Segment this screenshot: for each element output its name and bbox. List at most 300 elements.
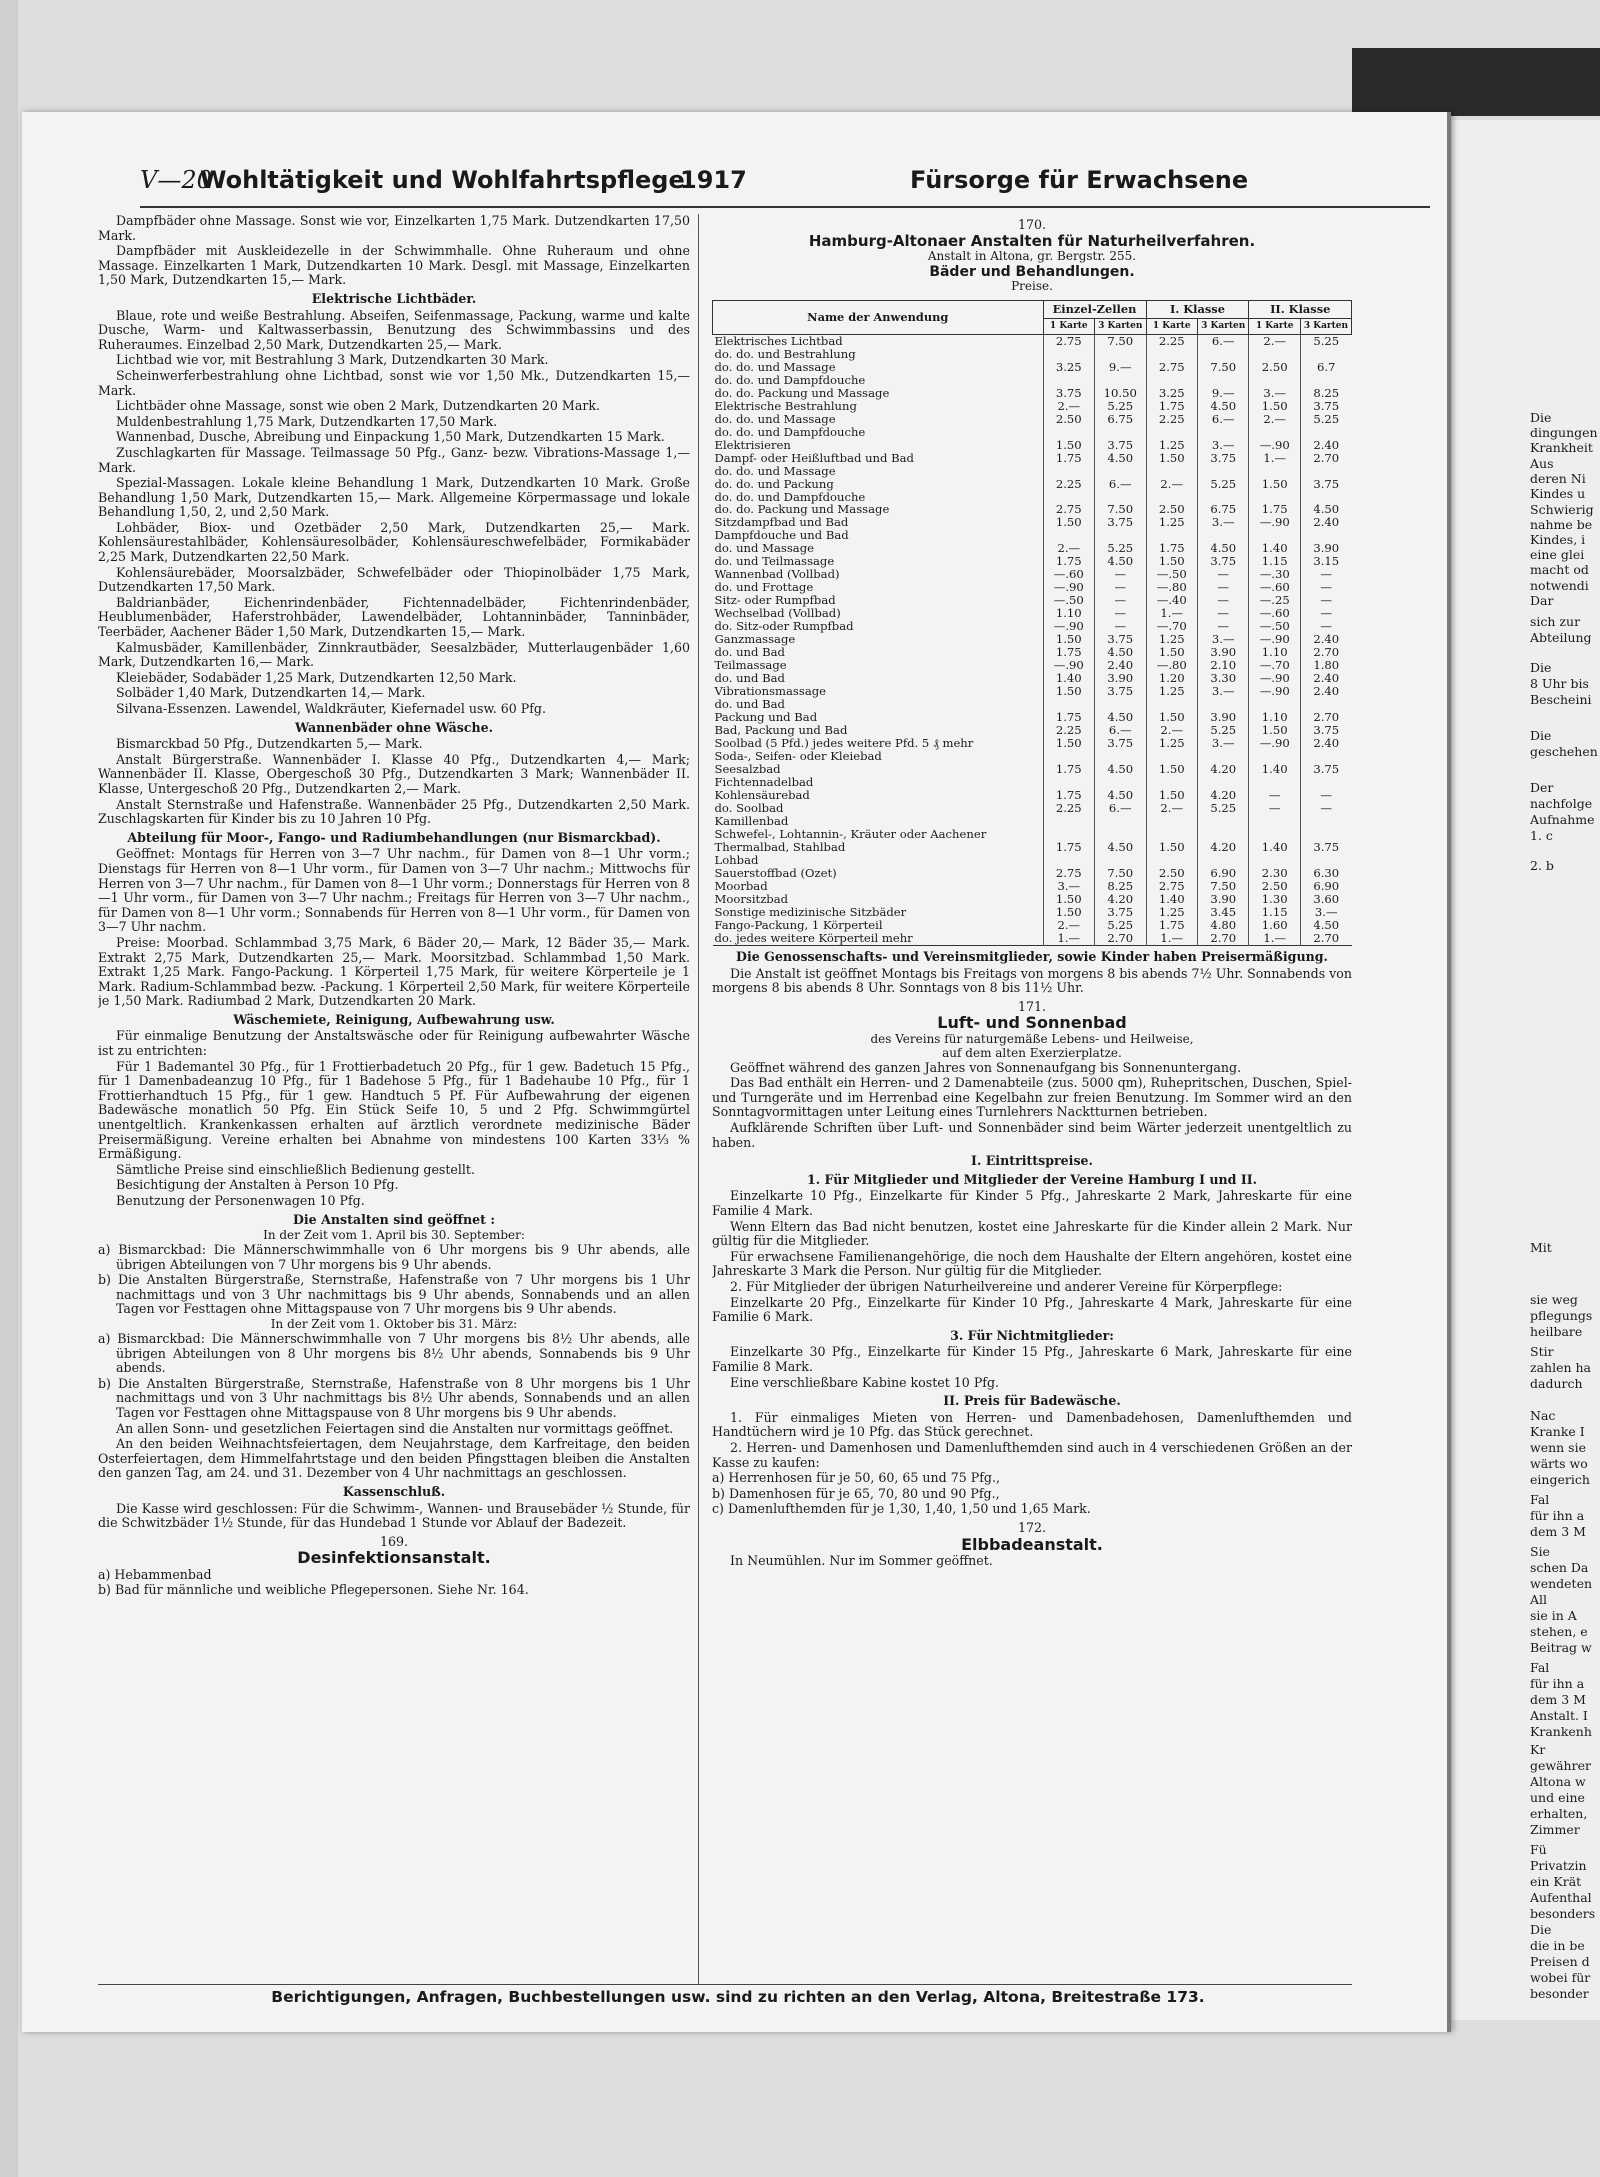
- column-divider: [698, 214, 699, 1984]
- paragraph: An allen Sonn- und gesetzlichen Feiertagen sind die Anstalten nur vormittags geöffnet.: [116, 1420, 674, 1436]
- table-cell-price: 2.50: [1249, 361, 1300, 374]
- table-cell-price: [1197, 348, 1248, 361]
- table-cell-price: [1249, 348, 1300, 361]
- table-cell-name: Vibrationsmassage: [714, 684, 827, 699]
- table-cell-price: 4.50: [1095, 555, 1146, 568]
- table-cell-name: do. do. und Packung: [714, 476, 834, 491]
- table-cell-price: —.60: [1043, 568, 1094, 581]
- table-cell-price: 2.—: [1146, 478, 1197, 491]
- table-cell-price: —.90: [1043, 620, 1094, 633]
- table-cell-price: [1146, 374, 1197, 387]
- table-row: [713, 646, 1352, 659]
- table-cell-name: Packung und Bad: [714, 710, 818, 725]
- adjacent-page-text: sie weg: [1530, 1292, 1578, 1307]
- table-cell-price: [1300, 465, 1351, 478]
- table-cell-price: 10.50: [1095, 387, 1146, 400]
- list-item: a) Bismarckbad: Die Männerschwimmhalle von 7 Uhr morgens bis 8½ Uhr abends, alle übrigen Abteilungen von 8 Uhr morgens bis 8½ Uhr abends, Sonnabends bis 9 Uhr abends.: [98, 1330, 690, 1376]
- paragraph: Zuschlagkarten für Massage. Teilmassage 50 Pfg., Ganz- bezw. Vibrations-Massage 1,— Mark.: [98, 444, 690, 475]
- table-cell-price: 1.25: [1146, 685, 1197, 698]
- table-cell-price: [1095, 426, 1146, 439]
- table-cell-price: —: [1249, 802, 1300, 815]
- adjacent-page-text: Kindes u: [1530, 486, 1586, 501]
- adjacent-page-text: wobei für: [1530, 1970, 1591, 1985]
- table-cell-price: [1146, 426, 1197, 439]
- table-cell-price: 1.50: [1249, 478, 1300, 491]
- entry-title: Elbbadeanstalt.: [961, 1534, 1103, 1554]
- table-cell-price: 1.75: [1146, 400, 1197, 413]
- adjacent-page-text: 8 Uhr bis: [1530, 676, 1589, 691]
- table-cell-price: 1.50: [1043, 685, 1094, 698]
- table-row: [713, 828, 1352, 854]
- adjacent-page-text: eine glei: [1530, 547, 1585, 562]
- table-header-group: II. Klasse: [1249, 301, 1352, 319]
- table-cell-price: 2.25: [1043, 478, 1094, 491]
- table-cell-price: 3.60: [1300, 893, 1351, 906]
- paragraph: Wannenbad, Dusche, Abreibung und Einpackung 1,50 Mark, Dutzendkarten 15 Mark.: [116, 429, 665, 445]
- table-cell-price: 1.40: [1249, 828, 1300, 854]
- adjacent-page-text: Dar: [1530, 593, 1554, 608]
- adjacent-page-text: erhalten,: [1530, 1806, 1588, 1821]
- table-cell-price: [1249, 465, 1300, 478]
- entry-title: Desinfektionsanstalt.: [297, 1548, 491, 1568]
- table-cell-price: [1095, 374, 1146, 387]
- table-cell-name: Dampf- oder Heißluftbad und Bad: [714, 450, 914, 465]
- table-cell-price: 5.25: [1095, 400, 1146, 413]
- table-cell-price: 2.50: [1146, 503, 1197, 516]
- table-cell-name: do. und Bad: [714, 697, 785, 712]
- header-rule: [140, 206, 1430, 208]
- table-cell-name: Wannenbad (Vollbad): [714, 567, 840, 582]
- table-cell-price: 1.—: [1249, 932, 1300, 945]
- table-cell-price: —: [1300, 802, 1351, 815]
- table-cell-price: 1.50: [1146, 555, 1197, 568]
- table-cell-price: 2.75: [1043, 503, 1094, 516]
- table-cell-price: 1.75: [1043, 555, 1094, 568]
- table-cell-price: 8.25: [1095, 880, 1146, 893]
- table-cell-price: 2.70: [1300, 646, 1351, 659]
- table-cell-price: 4.20: [1197, 789, 1248, 802]
- table-cell-name: do. und Bad: [714, 645, 785, 660]
- table-cell-name: do. und Bad: [714, 671, 785, 686]
- table-cell-price: 2.40: [1300, 439, 1351, 452]
- table-cell-name: Ganzmassage: [714, 632, 796, 647]
- adjacent-page-text: Fal: [1530, 1660, 1550, 1675]
- table-cell-price: 1.40: [1043, 672, 1094, 685]
- table-cell-name: do. do. und Massage: [714, 411, 836, 426]
- adjacent-page-text: sie in A: [1530, 1608, 1577, 1623]
- table-row: [713, 426, 1352, 439]
- adjacent-page-text: Kr: [1530, 1742, 1546, 1757]
- table-cell-price: —.80: [1146, 581, 1197, 594]
- adjacent-page-text: Stir: [1530, 1344, 1554, 1359]
- entry-number: 172.: [1017, 1519, 1047, 1535]
- table-subheader: 1 Karte: [1146, 319, 1197, 334]
- table-cell-price: [1300, 348, 1351, 361]
- page-number: V—20: [140, 166, 212, 194]
- adjacent-page-text: deren Ni: [1530, 471, 1586, 486]
- table-cell-price: —: [1197, 594, 1248, 607]
- left-column: [98, 214, 690, 1984]
- table-row: [713, 867, 1352, 880]
- table-cell-price: 8.25: [1300, 387, 1351, 400]
- table-cell-price: 1.20: [1146, 672, 1197, 685]
- adjacent-page-text: macht od: [1530, 562, 1589, 577]
- table-cell-price: —.90: [1249, 672, 1300, 685]
- section-heading: Abteilung für Moor-, Fango- und Radiumbehandlungen (nur Bismarckbad).: [127, 829, 661, 845]
- table-cell-price: 3.—: [1300, 906, 1351, 919]
- entry-subtitle: auf dem alten Exerzierplatze.: [942, 1045, 1122, 1060]
- table-cell-price: 5.25: [1300, 334, 1351, 347]
- table-subheader: 3 Karten: [1197, 319, 1248, 334]
- table-cell-name: Moorsitzbad: [714, 892, 789, 907]
- paragraph: Bismarckbad 50 Pfg., Dutzendkarten 5,— Mark.: [116, 736, 423, 752]
- right-column: [712, 214, 1352, 1984]
- table-cell-price: —.70: [1146, 620, 1197, 633]
- table-cell-price: —: [1197, 581, 1248, 594]
- adjacent-page-text: wenn sie: [1530, 1440, 1586, 1455]
- table-cell-price: 3.75: [1300, 400, 1351, 413]
- table-cell-price: 1.25: [1146, 906, 1197, 919]
- table-cell-price: 2.—: [1249, 334, 1300, 347]
- list-item: c) Damenlufthemden für je 1,30, 1,40, 1,50 und 1,65 Mark.: [712, 1501, 1091, 1517]
- scan-margin: [0, 0, 18, 2177]
- table-cell-price: —: [1300, 568, 1351, 581]
- section-heading: Wannenbäder ohne Wäsche.: [294, 719, 494, 735]
- table-cell-price: 3.45: [1197, 906, 1248, 919]
- table-cell-price: 1.75: [1146, 919, 1197, 932]
- table-cell-price: 5.25: [1197, 478, 1248, 491]
- table-cell-price: 6.7: [1300, 361, 1351, 374]
- table-cell-price: 2.70: [1300, 711, 1351, 724]
- table-row: [713, 439, 1352, 452]
- table-cell-price: 1.75: [1043, 711, 1094, 724]
- table-cell-name: Fango-Packung, 1 Körperteil: [714, 917, 883, 932]
- paragraph: Kleiebäder, Sodabäder 1,25 Mark, Dutzendkarten 12,50 Mark.: [116, 669, 517, 685]
- adjacent-page-text: die in be: [1530, 1938, 1585, 1953]
- table-cell-price: 1.—: [1146, 607, 1197, 620]
- table-cell-price: 3.—: [1197, 633, 1248, 646]
- paragraph: 1. Für einmaliges Mieten von Herren- und Damenbadehosen, Damenlufthemden und Handtüchern wird je 10 Pfg. das Stück gerechnet.: [712, 1409, 1352, 1440]
- table-cell-price: 3.90: [1300, 542, 1351, 555]
- table-cell-price: 1.40: [1249, 542, 1300, 555]
- price-table-body: [713, 334, 1352, 945]
- adjacent-page-text: Schwierig: [1530, 502, 1594, 517]
- table-cell-price: 9.—: [1095, 361, 1146, 374]
- adjacent-page-text: für ihn a: [1530, 1508, 1585, 1523]
- adjacent-page-text: schen Da: [1530, 1560, 1589, 1575]
- table-cell-price: 4.20: [1095, 893, 1146, 906]
- adjacent-page-text: notwendi: [1530, 578, 1589, 593]
- paragraph: Die Kasse wird geschlossen: Für die Schwimm-, Wannen- und Brausebäder ½ Stunde, für die Schwitzbäder 1½ Stunde, für das Hundebad 1 Stunde vor Ablauf der Badezeit.: [98, 1500, 690, 1531]
- adjacent-page-text: Fal: [1530, 1492, 1550, 1507]
- table-cell-price: 4.80: [1197, 919, 1248, 932]
- table-cell-price: 7.50: [1197, 880, 1248, 893]
- table-cell-price: [1300, 374, 1351, 387]
- section-heading: Wäschemiete, Reinigung, Aufbewahrung usw.: [233, 1011, 555, 1027]
- entry-title: Luft- und Sonnenbad: [937, 1013, 1127, 1033]
- table-cell-name: Sitz- oder Rumpfbad: [714, 593, 836, 608]
- table-cell-price: —.90: [1249, 737, 1300, 750]
- table-cell-price: 1.50: [1043, 439, 1094, 452]
- list-item: b) Die Anstalten Bürgerstraße, Sternstraße, Hafenstraße von 8 Uhr morgens bis 1 Uhr nachmittags und von 3 Uhr nachmittags bis 8½ Uhr abends, Sonnabends und an allen Tagen vor Festtagen ohne Mittagspause von 8 Uhr morgens bis 9 Uhr abends.: [98, 1375, 690, 1420]
- table-header-name: Name der Anwendung: [713, 301, 1044, 335]
- section-heading: I. Eintrittspreise.: [971, 1153, 1093, 1169]
- table-cell-price: —: [1300, 581, 1351, 594]
- table-cell-price: —.60: [1249, 607, 1300, 620]
- adjacent-page-text: Aufnahme: [1530, 812, 1595, 827]
- table-cell-price: —.80: [1146, 659, 1197, 672]
- text-line: b) Bad für männliche und weibliche Pflegepersonen. Siehe Nr. 164.: [98, 1582, 529, 1598]
- table-cell-price: [1249, 374, 1300, 387]
- table-cell-price: 1.50: [1146, 789, 1197, 802]
- table-cell-price: 1.75: [1043, 789, 1094, 802]
- adjacent-page-text: zahlen ha: [1530, 1360, 1592, 1375]
- table-cell-price: 1.—: [1249, 452, 1300, 465]
- table-cell-name: do. do. Packung und Massage: [714, 502, 890, 517]
- table-cell-price: 5.25: [1197, 802, 1248, 815]
- adjacent-page-text: dem 3 M: [1530, 1692, 1586, 1707]
- table-row: [713, 685, 1352, 698]
- table-cell-name: Lohbad: [714, 853, 759, 868]
- table-cell-name: do. jedes weitere Körperteil mehr: [714, 930, 913, 945]
- adjacent-page-text: wärts wo: [1530, 1456, 1588, 1471]
- table-row: [713, 620, 1352, 633]
- table-cell-price: 2.40: [1095, 659, 1146, 672]
- table-cell-price: 1.50: [1146, 828, 1197, 854]
- table-cell-price: [1043, 374, 1094, 387]
- table-cell-price: 3.75: [1095, 516, 1146, 529]
- table-cell-price: 1.50: [1249, 724, 1300, 737]
- table-cell-price: 1.75: [1043, 763, 1094, 776]
- table-cell-name: Soda-, Seifen- oder Kleiebad: [714, 749, 882, 764]
- adjacent-page-text: besonder: [1530, 1986, 1589, 2001]
- list-item: b) Damenhosen für je 65, 70, 80 und 90 Pfg.,: [712, 1485, 1000, 1501]
- paragraph: Lohbäder, Biox- und Ozetbäder 2,50 Mark, Dutzendkarten 25,— Mark. Kohlensäurestahlbäder, Kohlensäuresolbäder, Kohlensäureschwefelbäder, Formikabäder 2,25 Mark, Dutzendkarten 22,50 Mark.: [98, 519, 690, 565]
- paragraph: Kohlensäurebäder, Moorsalzbäder, Schwefelbäder oder Thiopinolbäder 1,75 Mark, Dutzendkarten 17,50 Mark.: [98, 564, 690, 595]
- adjacent-page-text: heilbare: [1530, 1324, 1583, 1339]
- paragraph: Solbäder 1,40 Mark, Dutzendkarten 14,— Mark.: [116, 685, 426, 701]
- adjacent-page-text: sich zur: [1530, 614, 1581, 629]
- table-cell-price: 2.50: [1043, 413, 1094, 426]
- adjacent-page-text: Kranke I: [1530, 1424, 1585, 1439]
- table-cell-price: 2.40: [1300, 672, 1351, 685]
- table-cell-price: 1.50: [1043, 633, 1094, 646]
- table-cell-price: 3.75: [1095, 737, 1146, 750]
- table-row: [713, 387, 1352, 400]
- adjacent-page-text: Bescheini: [1530, 692, 1592, 707]
- table-cell-price: 4.50: [1300, 919, 1351, 932]
- table-cell-price: —: [1095, 581, 1146, 594]
- table-cell-price: 1.25: [1146, 737, 1197, 750]
- adjacent-page-text: und eine: [1530, 1790, 1585, 1805]
- table-cell-price: 2.25: [1146, 413, 1197, 426]
- table-row: [713, 452, 1352, 465]
- table-cell-price: 2.75: [1146, 361, 1197, 374]
- table-cell-price: 7.50: [1197, 361, 1248, 374]
- scan-dark-corner: [1352, 48, 1600, 116]
- table-cell-name: do. und Massage: [714, 541, 814, 556]
- table-cell-price: 1.25: [1146, 633, 1197, 646]
- table-cell-price: 7.50: [1095, 503, 1146, 516]
- paragraph: Für 1 Bademantel 30 Pfg., für 1 Frottierbadetuch 20 Pfg., für 1 gew. Badetuch 15 Pfg., für 1 Damenbadeanzug 10 Pfg., für 1 Badehose 5 Pfg., für 1 Badehaube 10 Pfg., für 1 Frottierhandtuch 15 Pfg., für 1 gew. Handtuch 5 Pf. Für Aufbewahrung der eigenen Badewäsche monatlich 50 Pfg. Ein Stück Seife 10, 5 und 2 Pfg. Schwimmgürtel unentgeltlich. Krankenkassen erhalten auf ärztlich verordnete medizinische Bäder Preisermäßigung. Vereine erhalten bei Abnahme von mindestens 100 Karten 33⅓ % Ermäßigung.: [98, 1058, 690, 1162]
- table-header-group: Einzel-Zellen: [1043, 301, 1146, 319]
- adjacent-page-text: geschehen: [1530, 744, 1598, 759]
- paragraph: Geöffnet: Montags für Herren von 3—7 Uhr nachm., für Damen von 8—1 Uhr vorm.; Dienstags für Herren von 8—1 Uhr vorm., für Damen von 3—7 Uhr nachm.; Mittwochs für Herren von 3—7 Uhr nachm., für Damen von 8—1 Uhr vorm.; Donnerstags für Herren von 8—1 Uhr vorm., für Damen von 3—7 Uhr nachm.; Freitags für Herren von 3—7 Uhr nachm., für Damen von 8—1 Uhr vorm.; Sonnabends für Herren von 8—1 Uhr vorm., für Damen von 3—7 Uhr nachm.: [98, 846, 690, 935]
- table-cell-price: 4.50: [1095, 711, 1146, 724]
- table-cell-price: 2.75: [1043, 334, 1094, 347]
- table-cell-price: 2.70: [1300, 932, 1351, 945]
- adjacent-page-text: Aufenthal: [1530, 1890, 1592, 1905]
- table-cell-name: do. do. und Dampfdouche: [714, 372, 866, 387]
- adjacent-page-text: Beitrag w: [1530, 1640, 1592, 1655]
- table-cell-price: 3.—: [1249, 387, 1300, 400]
- table-cell-price: [1146, 465, 1197, 478]
- footer-rule: [98, 1984, 1352, 1985]
- table-cell-price: —.60: [1249, 581, 1300, 594]
- table-cell-price: —: [1300, 594, 1351, 607]
- table-cell-price: 2.40: [1300, 516, 1351, 529]
- page-footer: Berichtigungen, Anfragen, Buchbestellungen usw. sind zu richten an den Verlag, Altona, Breitestraße 173.: [271, 1988, 1205, 2006]
- table-cell-price: —: [1300, 789, 1351, 802]
- table-cell-price: 4.50: [1197, 400, 1248, 413]
- section-heading: Kassenschluß.: [342, 1483, 446, 1499]
- table-cell-name: Sonstige medizinische Sitzbäder: [714, 905, 907, 919]
- header-year: 1917: [680, 166, 747, 194]
- table-cell-price: 1.50: [1146, 763, 1197, 776]
- table-cell-price: [1043, 465, 1094, 478]
- paragraph: Kalmusbäder, Kamillenbäder, Zinnkrautbäder, Seesalzbäder, Mutterlaugenbäder 1,60 Mark, Dutzendkarten 16,— Mark.: [98, 639, 690, 670]
- table-cell-price: 6.75: [1095, 413, 1146, 426]
- table-cell-price: 6.30: [1300, 867, 1351, 880]
- adjacent-page-text: nachfolge: [1530, 796, 1593, 811]
- table-cell-name: do. do. Packung und Massage: [714, 385, 890, 400]
- table-cell-price: [1197, 374, 1248, 387]
- table-cell-price: 5.25: [1095, 919, 1146, 932]
- table-row: [713, 659, 1352, 672]
- entry-subtitle: des Vereins für naturgemäße Lebens- und Heilweise,: [870, 1031, 1194, 1046]
- table-cell-price: 1.25: [1146, 516, 1197, 529]
- table-cell-price: 6.90: [1197, 867, 1248, 880]
- table-cell-price: 3.75: [1300, 763, 1351, 776]
- table-cell-price: 2.70: [1197, 932, 1248, 945]
- table-cell-name: do. do. und Dampfdouche: [714, 424, 866, 439]
- table-subheader: 3 Karten: [1300, 319, 1351, 334]
- paragraph: Einzelkarte 30 Pfg., Einzelkarte für Kinder 15 Pfg., Jahreskarte 6 Mark, Jahreskarte für eine Familie 8 Mark.: [712, 1344, 1352, 1374]
- adjacent-page-text: dem 3 M: [1530, 1524, 1586, 1539]
- table-cell-price: 1.40: [1249, 763, 1300, 776]
- table-cell-price: 2.—: [1043, 400, 1094, 413]
- table-cell-price: 2.10: [1197, 659, 1248, 672]
- table-row: [713, 750, 1352, 763]
- table-cell-price: 2.40: [1300, 633, 1351, 646]
- paragraph: Baldrianbäder, Eichenrindenbäder, Fichtennadelbäder, Fichtenrindenbäder, Heublumenbäder, Haferstrohbäder, Lawendelbäder, Lohtanninbäder, Tanninbäder, Teerbäder, Aachener Bäder 1,50 Mark, Dutzendkarten 15,— Mark.: [98, 594, 690, 640]
- table-row: [713, 348, 1352, 361]
- table-cell-name: Kamillenbad: [714, 814, 789, 829]
- table-cell-name: do. und Frottage: [714, 580, 814, 595]
- text-line: a) Hebammenbad: [98, 1566, 212, 1582]
- section-heading: 3. Für Nichtmitglieder:: [950, 1327, 1114, 1343]
- table-cell-price: 4.20: [1197, 763, 1248, 776]
- paragraph: Für erwachsene Familienangehörige, die noch dem Haushalte der Eltern angehören, kostet eine Jahreskarte 3 Mark die Person. Nur gültig für die Mitglieder.: [712, 1248, 1352, 1279]
- table-cell-price: —: [1197, 568, 1248, 581]
- paragraph: Dampfbäder mit Auskleidezelle in der Schwimmhalle. Ohne Ruheraum und ohne Massage. Einzelkarten 1 Mark, Dutzendkarten 10 Mark. Desgl. mit Massage, Einzelkarten 1,50 Mark, Dutzendkarten 15,— Mark.: [98, 243, 690, 288]
- table-cell-price: 1.75: [1043, 452, 1094, 465]
- section-heading: Die Anstalten sind geöffnet :: [292, 1211, 496, 1227]
- table-cell-price: [1043, 348, 1094, 361]
- table-cell-price: 4.20: [1197, 828, 1248, 854]
- paragraph: Preise: Moorbad. Schlammbad 3,75 Mark, 6 Bäder 20,— Mark, 12 Bäder 35,— Mark. Extrakt 2,75 Mark, Dutzendkarten 25,— Mark. Moorsitzbad. Schlammbad 1,50 Mark. Extrakt 1,25 Mark. Fango-Packung. 1 Körperteil 1,75 Mark, für weitere Körperteile je 1 Mark. Radium-Schlammbad bezw. -Packung. 1 Körperteil 2,50 Mark, für weitere Körperteile je 1,50 Mark. Radiumbad 2 Mark, Dutzendkarten 20 Mark.: [98, 934, 690, 1009]
- adjacent-page-text: 2. b: [1530, 858, 1554, 873]
- paragraph: An den beiden Weihnachtsfeiertagen, dem Neujahrstage, dem Karfreitage, den beiden Osterfeiertagen, dem Himmelfahrtstage und den beiden Pfingsttagen bleiben die Anstalten den ganzen Tag, am 24. und 31. Dezember von 4 Uhr nachmittags an geschlossen.: [98, 1436, 690, 1481]
- table-cell-price: —.70: [1249, 659, 1300, 672]
- table-cell-price: 1.75: [1043, 828, 1094, 854]
- table-cell-price: 1.50: [1043, 893, 1094, 906]
- adjacent-page-text: pflegungs: [1530, 1308, 1593, 1323]
- table-cell-price: 1.80: [1300, 659, 1351, 672]
- adjacent-page-text: Fü: [1530, 1842, 1547, 1857]
- table-cell-price: 7.50: [1095, 334, 1146, 347]
- table-cell-name: Sitzdampfbad und Bad: [714, 515, 849, 530]
- table-cell-price: 1.25: [1146, 439, 1197, 452]
- table-cell-price: —: [1095, 568, 1146, 581]
- table-cell-price: [1146, 348, 1197, 361]
- paragraph: Lichtbäder ohne Massage, sonst wie oben 2 Mark, Dutzendkarten 20 Mark.: [116, 398, 600, 414]
- table-cell-price: 3.90: [1095, 672, 1146, 685]
- table-cell-price: [1095, 815, 1146, 828]
- table-cell-name: do. do. und Massage: [714, 463, 836, 478]
- table-cell-price: 1.—: [1146, 932, 1197, 945]
- table-cell-price: 3.—: [1043, 880, 1094, 893]
- table-row: [713, 413, 1352, 426]
- table-cell-price: 1.10: [1249, 646, 1300, 659]
- table-subheader: 1 Karte: [1249, 319, 1300, 334]
- table-cell-price: —.30: [1249, 568, 1300, 581]
- table-cell-price: 3.90: [1197, 893, 1248, 906]
- table-cell-price: 6.—: [1095, 802, 1146, 815]
- adjacent-page-text: Der: [1530, 780, 1554, 795]
- prices-label: Preise.: [1011, 279, 1053, 294]
- table-cell-price: 3.—: [1197, 685, 1248, 698]
- adjacent-page-text: gewährer: [1530, 1758, 1591, 1773]
- section-heading: Die Genossenschafts- und Vereinsmitglieder, sowie Kinder haben Preisermäßigung.: [736, 948, 1328, 964]
- paragraph: 2. Herren- und Damenhosen und Damenlufthemden sind auch in 4 verschiedenen Größen an der Kasse zu kaufen:: [712, 1439, 1352, 1470]
- list-item: a) Bismarckbad: Die Männerschwimmhalle von 6 Uhr morgens bis 9 Uhr abends, alle übrigen Abteilungen von 7 Uhr morgens bis 9 Uhr abends.: [98, 1242, 690, 1272]
- list-item: a) Herrenhosen für je 50, 60, 65 und 75 Pfg.,: [712, 1470, 1000, 1486]
- table-cell-price: [1095, 465, 1146, 478]
- paragraph: Die Anstalt ist geöffnet Montags bis Freitags von morgens 8 bis abends 7½ Uhr. Sonnabends von morgens 8 bis abends 8 Uhr. Sonntags von 8 bis 11½ Uhr.: [712, 965, 1352, 996]
- section-title: Wohltätigkeit und Wohlfahrtspflege: [200, 166, 685, 194]
- table-cell-name: Wechselbad (Vollbad): [714, 606, 841, 621]
- adjacent-page-text: Die: [1530, 410, 1552, 425]
- table-cell-price: 1.50: [1249, 400, 1300, 413]
- table-row: [713, 802, 1352, 815]
- page-header: [140, 166, 1430, 200]
- entry-number: 169.: [379, 1533, 409, 1549]
- adjacent-page-text: Altona w: [1530, 1774, 1586, 1789]
- table-cell-price: 2.25: [1146, 334, 1197, 347]
- table-cell-price: 2.30: [1249, 867, 1300, 880]
- table-cell-price: 4.50: [1095, 763, 1146, 776]
- table-cell-name: Sauerstoffbad (Ozet): [714, 866, 837, 881]
- adjacent-page-text: Krankheit: [1530, 440, 1593, 455]
- table-cell-price: —.50: [1249, 620, 1300, 633]
- adjacent-page-text: wendeten: [1530, 1576, 1593, 1591]
- paragraph: Spezial-Massagen. Lokale kleine Behandlung 1 Mark, Dutzendkarten 10 Mark. Große Behandlung 1,50 Mark, Dutzendkarten 15,— Mark. Allgemeine Körpermassage und lokale Behandlung 1,50, 2, und 2,50 Mark.: [98, 475, 690, 520]
- adjacent-page-text: stehen, e: [1530, 1624, 1588, 1639]
- table-row: [713, 633, 1352, 646]
- table-cell-name: Fichtennadelbad: [714, 775, 814, 790]
- paragraph: Einzelkarte 10 Pfg., Einzelkarte für Kinder 5 Pfg., Jahreskarte 2 Mark, Jahreskarte für eine Familie 4 Mark.: [712, 1188, 1352, 1219]
